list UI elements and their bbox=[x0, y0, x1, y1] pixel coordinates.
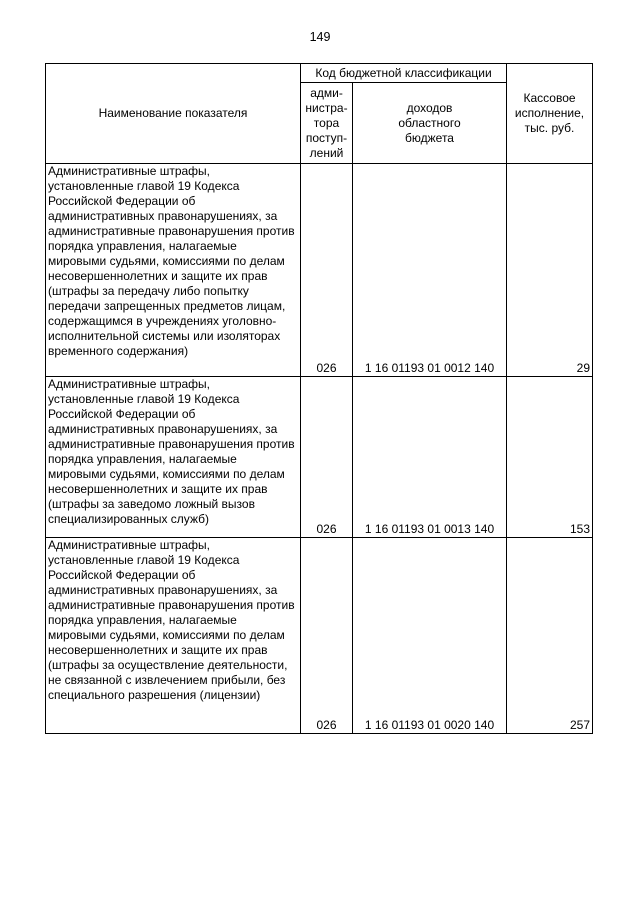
cash-execution-cell: 153 bbox=[507, 377, 593, 538]
revenue-code-cell: 1 16 01193 01 0012 140 bbox=[353, 164, 507, 377]
cash-execution-cell: 29 bbox=[507, 164, 593, 377]
administrator-code-cell: 026 bbox=[301, 164, 353, 377]
table-row bbox=[46, 377, 593, 538]
indicator-name-cell: Административные штрафы, установленные главой 19 Кодекса Российской Федерации об административных правонарушениях, за административные правонарушения против порядка управления, налагаемые мировыми судьями, комиссиями по делам несовершеннолетних и защите их прав (штрафы за передачу либо попытку передачи запрещенных предметов лицам, содержащимся в учреждениях уголовно-исполнительной системы или изоляторах временного содержания) bbox=[46, 164, 301, 377]
revenue-code-cell: 1 16 01193 01 0020 140 bbox=[353, 538, 507, 734]
revenue-code-cell: 1 16 01193 01 0013 140 bbox=[353, 377, 507, 538]
header-indicator-name: Наименование показателя bbox=[46, 64, 301, 164]
header-revenue-administrator: адми- нистра- тора поступ- лений bbox=[301, 83, 353, 164]
header-revenue-code: доходов областного бюджета bbox=[353, 83, 507, 164]
indicator-name-cell: Административные штрафы, установленные главой 19 Кодекса Российской Федерации об административных правонарушениях, за административные правонарушения против порядка управления, налагаемые мировыми судьями, комиссиями по делам несовершеннолетних и защите их прав (штрафы за заведомо ложный вызов специализированных служб) bbox=[46, 377, 301, 538]
budget-table bbox=[45, 63, 593, 734]
header-code-group: Код бюджетной классификации bbox=[301, 64, 507, 83]
indicator-name-cell: Административные штрафы, установленные главой 19 Кодекса Российской Федерации об административных правонарушениях, за административные правонарушения против порядка управления, налагаемые мировыми судьями, комиссиями по делам несовершеннолетних и защите их прав (штрафы за осуществление деятельности, не связанной с извлечением прибыли, без специального разрешения (лицензии) bbox=[46, 538, 301, 734]
cash-execution-cell: 257 bbox=[507, 538, 593, 734]
administrator-code-cell: 026 bbox=[301, 377, 353, 538]
table-row bbox=[46, 164, 593, 377]
administrator-code-cell: 026 bbox=[301, 538, 353, 734]
page-number: 149 bbox=[309, 30, 331, 44]
header-cash-execution: Кассовое исполнение, тыс. руб. bbox=[507, 64, 593, 164]
table-row bbox=[46, 538, 593, 734]
